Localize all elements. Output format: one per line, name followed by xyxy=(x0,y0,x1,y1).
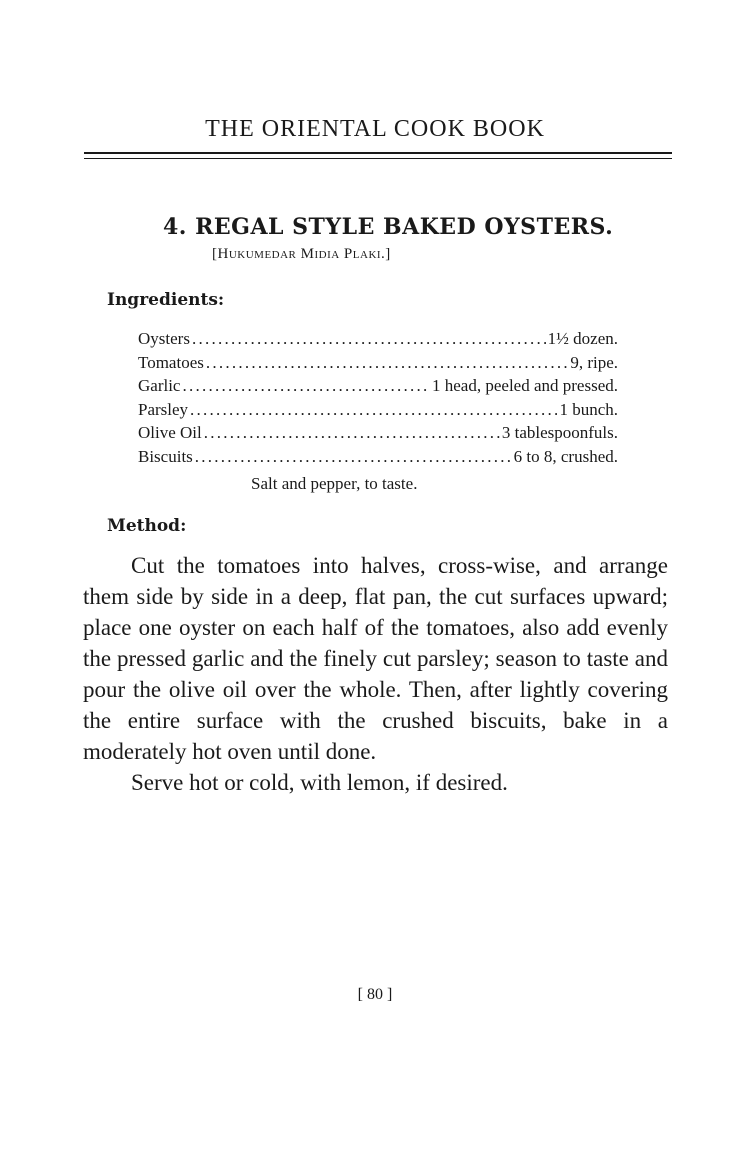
header-rule-thick xyxy=(84,152,672,154)
ingredient-row xyxy=(138,445,618,469)
ingredient-name: Garlic xyxy=(138,376,181,395)
header-rule-thin xyxy=(84,158,672,159)
ingredient-name: Olive Oil xyxy=(138,423,202,442)
ingredient-quantity: 1 head, peeled and pressed. xyxy=(432,376,618,395)
ingredient-quantity: 6 to 8, crushed. xyxy=(513,446,618,466)
ingredient-row xyxy=(138,351,618,375)
ingredients-note: Salt and pepper, to taste. xyxy=(251,474,418,493)
method-heading: Method: xyxy=(107,516,187,536)
ingredient-name: Parsley xyxy=(138,399,189,419)
method-paragraph: Serve hot or cold, with lemon, if desired. xyxy=(131,770,508,795)
ingredient-quantity: 1 bunch. xyxy=(559,399,618,419)
ingredient-name: Biscuits xyxy=(138,446,193,466)
ingredient-name: Tomatoes xyxy=(138,352,204,372)
page-number: [ 80 ] xyxy=(357,986,393,1003)
method-body xyxy=(83,550,668,798)
ingredient-quantity: 3 tablespoonfuls. xyxy=(501,423,618,442)
dot-leader xyxy=(206,351,568,375)
recipe-subtitle: [Hukumedar Midia Plaki.] xyxy=(212,246,391,262)
ingredient-quantity: 9, ripe. xyxy=(570,352,618,372)
method-paragraph: Cut the tomatoes into halves, cross-wise, and arrange them side by side in a deep, flat pan, the cut surfaces upward; place one oyster on each half of the tomatoes, also add evenly the pressed garlic and the finely cut parsley; season to taste and pour the olive oil over the whole. Then, after lightly covering the entire surface with the crushed biscuits, bake in a moderately hot oven until done. xyxy=(83,553,668,764)
ingredients-heading: Ingredients: xyxy=(107,290,225,310)
ingredient-name: Oysters xyxy=(138,329,190,348)
dot-leader xyxy=(195,445,512,469)
ingredient-row xyxy=(138,421,618,445)
ingredient-list xyxy=(138,327,618,468)
dot-leader xyxy=(204,421,500,445)
running-head: THE ORIENTAL COOK BOOK xyxy=(205,116,545,142)
recipe-title: 4. REGAL STYLE BAKED OYSTERS. xyxy=(163,214,614,240)
dot-leader xyxy=(182,374,430,398)
dot-leader xyxy=(192,327,546,351)
dot-leader xyxy=(190,398,557,422)
ingredient-row xyxy=(138,398,618,422)
ingredient-quantity: 1½ dozen. xyxy=(547,329,618,348)
ingredient-row xyxy=(138,374,618,398)
ingredient-row xyxy=(138,327,618,351)
